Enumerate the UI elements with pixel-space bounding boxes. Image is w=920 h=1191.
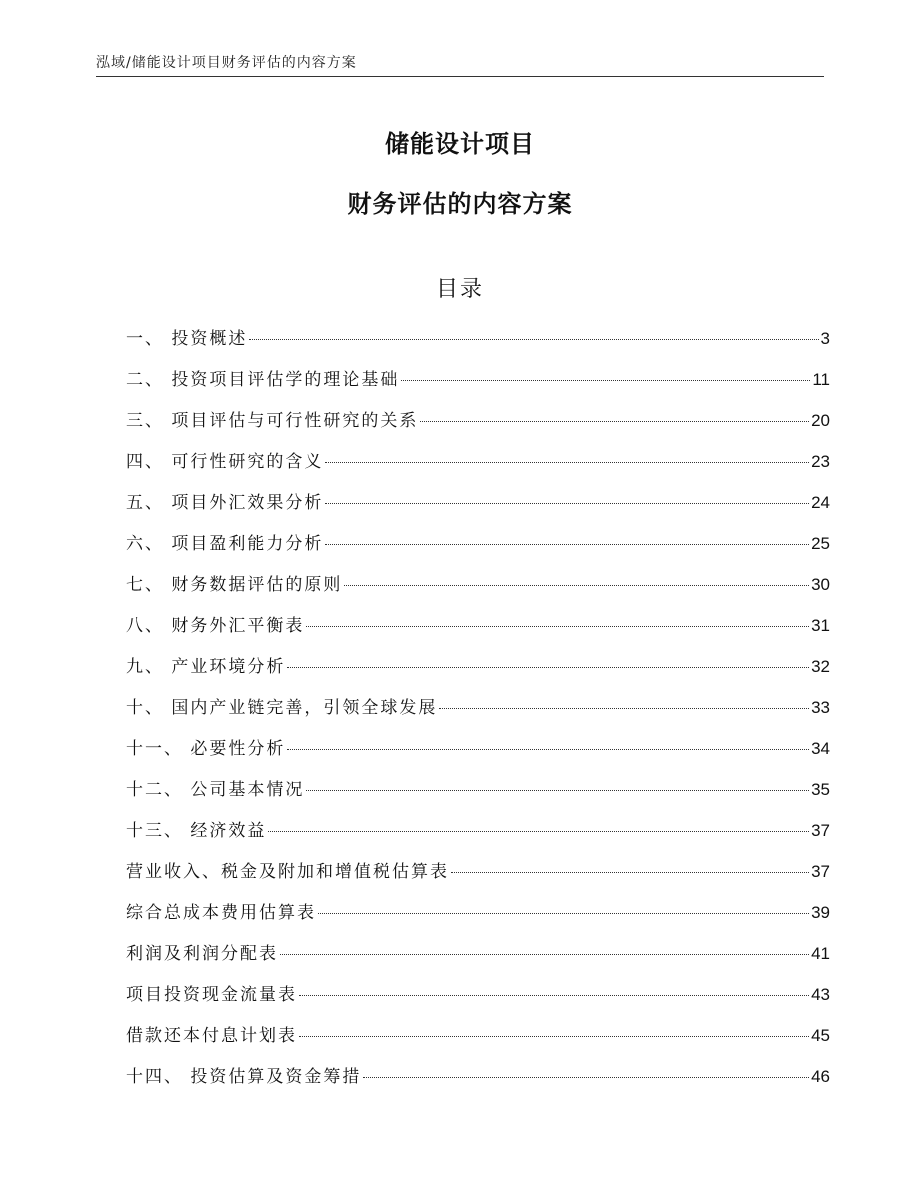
toc-entry-title: 六、 项目盈利能力分析 bbox=[126, 534, 324, 554]
toc-entry[interactable] bbox=[126, 693, 830, 734]
toc-entry-page: 45 bbox=[811, 1026, 830, 1045]
toc-entry-page: 39 bbox=[811, 903, 830, 922]
running-header: 泓域/储能设计项目财务评估的内容方案 bbox=[96, 55, 357, 71]
toc-entry[interactable] bbox=[126, 488, 830, 529]
toc-heading: 目录 bbox=[435, 277, 484, 302]
toc-entry[interactable] bbox=[126, 980, 830, 1021]
toc-entry-title: 十四、 投资估算及资金筹措 bbox=[126, 1067, 362, 1087]
toc-entry-title: 九、 产业环境分析 bbox=[126, 657, 286, 677]
toc-leader-dots bbox=[280, 954, 809, 955]
toc-entry[interactable] bbox=[126, 611, 830, 652]
header-rule bbox=[96, 76, 824, 77]
toc-entry-page: 24 bbox=[811, 493, 830, 512]
toc-leader-dots bbox=[299, 1036, 809, 1037]
toc-entry-title: 五、 项目外汇效果分析 bbox=[126, 493, 324, 513]
toc-entry-title: 利润及利润分配表 bbox=[126, 944, 278, 964]
toc-leader-dots bbox=[299, 995, 809, 996]
toc-entry-title: 十、 国内产业链完善，引领全球发展 bbox=[126, 698, 438, 718]
toc-entry-page: 35 bbox=[811, 780, 830, 799]
toc-leader-dots bbox=[401, 380, 810, 381]
toc-leader-dots bbox=[306, 790, 809, 791]
document-title-line-1: 储能设计项目 bbox=[385, 130, 535, 158]
toc-entry[interactable] bbox=[126, 652, 830, 693]
toc-leader-dots bbox=[287, 749, 809, 750]
table-of-contents bbox=[126, 324, 830, 1103]
toc-entry-title: 二、 投资项目评估学的理论基础 bbox=[126, 370, 400, 390]
toc-entry[interactable] bbox=[126, 816, 830, 857]
toc-entry-page: 25 bbox=[811, 534, 830, 553]
toc-leader-dots bbox=[268, 831, 809, 832]
toc-leader-dots bbox=[363, 1077, 809, 1078]
toc-entry[interactable] bbox=[126, 939, 830, 980]
toc-entry-page: 37 bbox=[811, 862, 830, 881]
toc-entry[interactable] bbox=[126, 447, 830, 488]
document-title-line-2: 财务评估的内容方案 bbox=[347, 190, 573, 218]
toc-leader-dots bbox=[451, 872, 809, 873]
toc-entry-title: 营业收入、税金及附加和增值税估算表 bbox=[126, 862, 449, 882]
toc-entry-page: 46 bbox=[811, 1067, 830, 1086]
toc-entry-title: 项目投资现金流量表 bbox=[126, 985, 297, 1005]
toc-entry-page: 34 bbox=[811, 739, 830, 758]
toc-leader-dots bbox=[325, 462, 809, 463]
toc-entry[interactable] bbox=[126, 1021, 830, 1062]
toc-leader-dots bbox=[325, 503, 809, 504]
toc-entry-title: 综合总成本费用估算表 bbox=[126, 903, 316, 923]
toc-entry-page: 11 bbox=[812, 370, 830, 389]
toc-entry[interactable] bbox=[126, 734, 830, 775]
toc-entry[interactable] bbox=[126, 529, 830, 570]
toc-entry-title: 四、 可行性研究的含义 bbox=[126, 452, 324, 472]
toc-entry-title: 十二、 公司基本情况 bbox=[126, 780, 305, 800]
toc-entry-page: 30 bbox=[811, 575, 830, 594]
toc-entry-title: 十一、 必要性分析 bbox=[126, 739, 286, 759]
toc-leader-dots bbox=[344, 585, 809, 586]
toc-leader-dots bbox=[318, 913, 809, 914]
toc-entry-title: 一、 投资概述 bbox=[126, 329, 248, 349]
toc-entry[interactable] bbox=[126, 775, 830, 816]
toc-entry-page: 32 bbox=[811, 657, 830, 676]
toc-entry[interactable] bbox=[126, 324, 830, 365]
toc-entry-page: 43 bbox=[811, 985, 830, 1004]
toc-entry-title: 七、 财务数据评估的原则 bbox=[126, 575, 343, 595]
toc-entry[interactable] bbox=[126, 857, 830, 898]
toc-entry[interactable] bbox=[126, 570, 830, 611]
toc-leader-dots bbox=[249, 339, 818, 340]
toc-entry-title: 八、 财务外汇平衡表 bbox=[126, 616, 305, 636]
toc-leader-dots bbox=[420, 421, 809, 422]
toc-entry-title: 三、 项目评估与可行性研究的关系 bbox=[126, 411, 419, 431]
toc-entry-page: 31 bbox=[811, 616, 830, 635]
toc-entry-page: 37 bbox=[811, 821, 830, 840]
toc-leader-dots bbox=[306, 626, 809, 627]
toc-entry-page: 20 bbox=[811, 411, 830, 430]
toc-entry-page: 33 bbox=[811, 698, 830, 717]
toc-entry-title: 借款还本付息计划表 bbox=[126, 1026, 297, 1046]
toc-leader-dots bbox=[325, 544, 809, 545]
toc-entry-title: 十三、 经济效益 bbox=[126, 821, 267, 841]
toc-entry[interactable] bbox=[126, 1062, 830, 1103]
toc-leader-dots bbox=[287, 667, 809, 668]
toc-entry[interactable] bbox=[126, 365, 830, 406]
toc-entry-page: 23 bbox=[811, 452, 830, 471]
toc-leader-dots bbox=[439, 708, 809, 709]
toc-entry[interactable] bbox=[126, 898, 830, 939]
toc-entry-page: 41 bbox=[811, 944, 830, 963]
toc-entry[interactable] bbox=[126, 406, 830, 447]
toc-entry-page: 3 bbox=[820, 329, 830, 348]
